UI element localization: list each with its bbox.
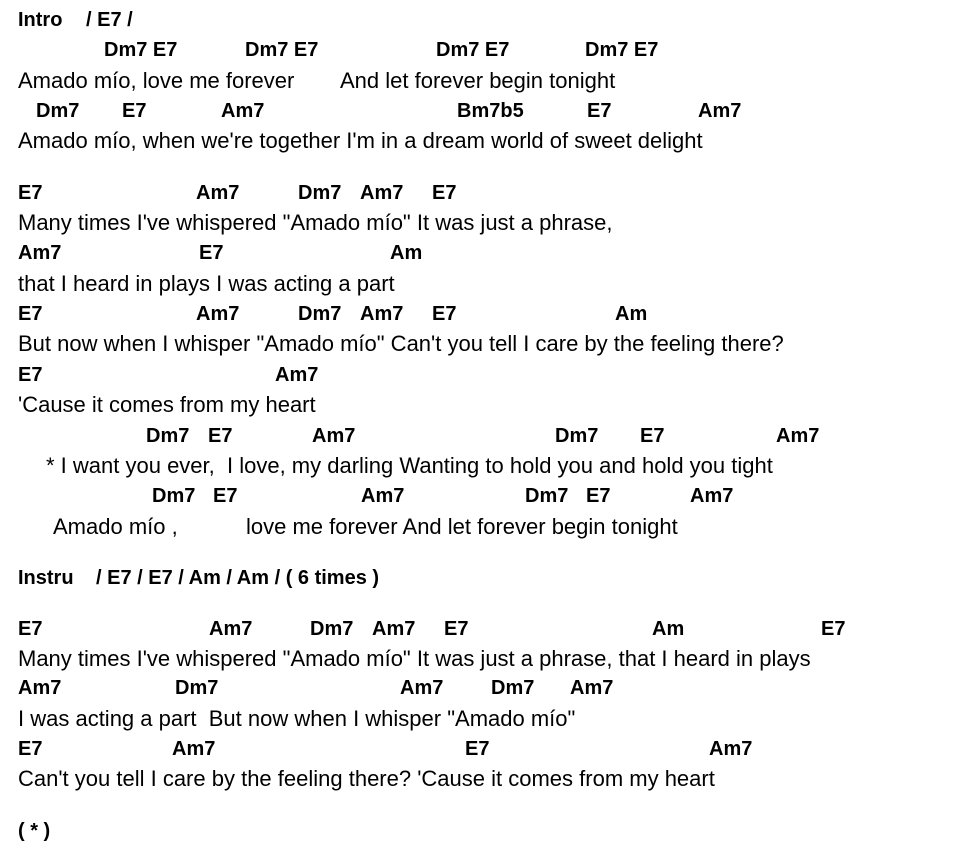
lyric-line: * I want you ever, I love, my darling Wanting to hold you and hold you tight: [46, 453, 773, 478]
chord: Dm7: [310, 618, 354, 640]
chord: Am7: [400, 677, 444, 699]
chord: Am7: [570, 677, 614, 699]
chord: E7: [208, 425, 233, 447]
chord: Am7: [698, 100, 742, 122]
lyric-line: But now when I whisper "Amado mío" Can't you tell I care by the feeling there?: [18, 331, 784, 356]
lyric-line: Many times I've whispered "Amado mío" It was just a phrase, that I heard in plays: [18, 646, 811, 671]
chord: E7: [18, 738, 43, 760]
chord: Am7: [690, 485, 734, 507]
lyric-line: I was acting a part But now when I whisper "Amado mío": [18, 706, 576, 731]
chord: Am7: [360, 303, 404, 325]
instru-chords: / E7 / E7 / Am / Am / ( 6 times ): [96, 567, 380, 589]
instru-label: Instru: [18, 567, 74, 589]
chord: E7: [465, 738, 490, 760]
chord: Am7: [209, 618, 253, 640]
chord: E7: [199, 242, 224, 264]
lyric-line: Can't you tell I care by the feeling there? 'Cause it comes from my heart: [18, 766, 715, 791]
chord: Dm7: [152, 485, 196, 507]
chord: Dm7 E7: [585, 39, 659, 61]
chord: E7: [432, 182, 457, 204]
chord: Am: [615, 303, 648, 325]
chord: E7: [122, 100, 147, 122]
lyric-line: Amado mío ,: [53, 514, 178, 539]
lyric-line: 'Cause it comes from my heart: [18, 392, 316, 417]
chord: Am7: [360, 182, 404, 204]
intro-label: Intro: [18, 9, 63, 31]
chord: Dm7: [146, 425, 190, 447]
chord: E7: [213, 485, 238, 507]
chord: Am7: [196, 303, 240, 325]
lyric-line: Amado mío, love me forever: [18, 68, 295, 93]
chord: E7: [821, 618, 846, 640]
chord: Dm7 E7: [245, 39, 319, 61]
chord: Dm7: [525, 485, 569, 507]
chord: E7: [18, 182, 43, 204]
chord: Am7: [776, 425, 820, 447]
chord: Dm7: [298, 182, 342, 204]
chord: Am7: [172, 738, 216, 760]
chord: Dm7: [175, 677, 219, 699]
lyric-line: that I heard in plays I was acting a part: [18, 271, 395, 296]
chord: E7: [432, 303, 457, 325]
repeat-mark: ( * ): [18, 820, 51, 842]
chord: Am7: [361, 485, 405, 507]
chord: Bm7b5: [457, 100, 524, 122]
chord: E7: [640, 425, 665, 447]
chord: Am7: [372, 618, 416, 640]
lyric-line: And let forever begin tonight: [340, 68, 616, 93]
lyric-line: Many times I've whispered "Amado mío" It was just a phrase,: [18, 210, 613, 235]
chord: Dm7 E7: [436, 39, 510, 61]
chord: Dm7: [555, 425, 599, 447]
chord: Am7: [18, 242, 62, 264]
intro-chords: / E7 /: [86, 9, 133, 31]
chord: Am7: [221, 100, 265, 122]
chord: E7: [18, 303, 43, 325]
chord: Dm7 E7: [104, 39, 178, 61]
chord: E7: [444, 618, 469, 640]
chord: E7: [18, 618, 43, 640]
chord: Dm7: [298, 303, 342, 325]
chord: Dm7: [491, 677, 535, 699]
chord: Am7: [196, 182, 240, 204]
chord: Am: [390, 242, 423, 264]
lyric-line: Amado mío, when we're together I'm in a dream world of sweet delight: [18, 128, 703, 153]
chord: Dm7: [36, 100, 80, 122]
chord: E7: [18, 364, 43, 386]
chord: Am7: [312, 425, 356, 447]
chord: Am7: [18, 677, 62, 699]
chord: Am: [652, 618, 685, 640]
chord: E7: [587, 100, 612, 122]
chord: Am7: [275, 364, 319, 386]
chord: E7: [586, 485, 611, 507]
chord: Am7: [709, 738, 753, 760]
lyric-line: love me forever And let forever begin tonight: [246, 514, 678, 539]
